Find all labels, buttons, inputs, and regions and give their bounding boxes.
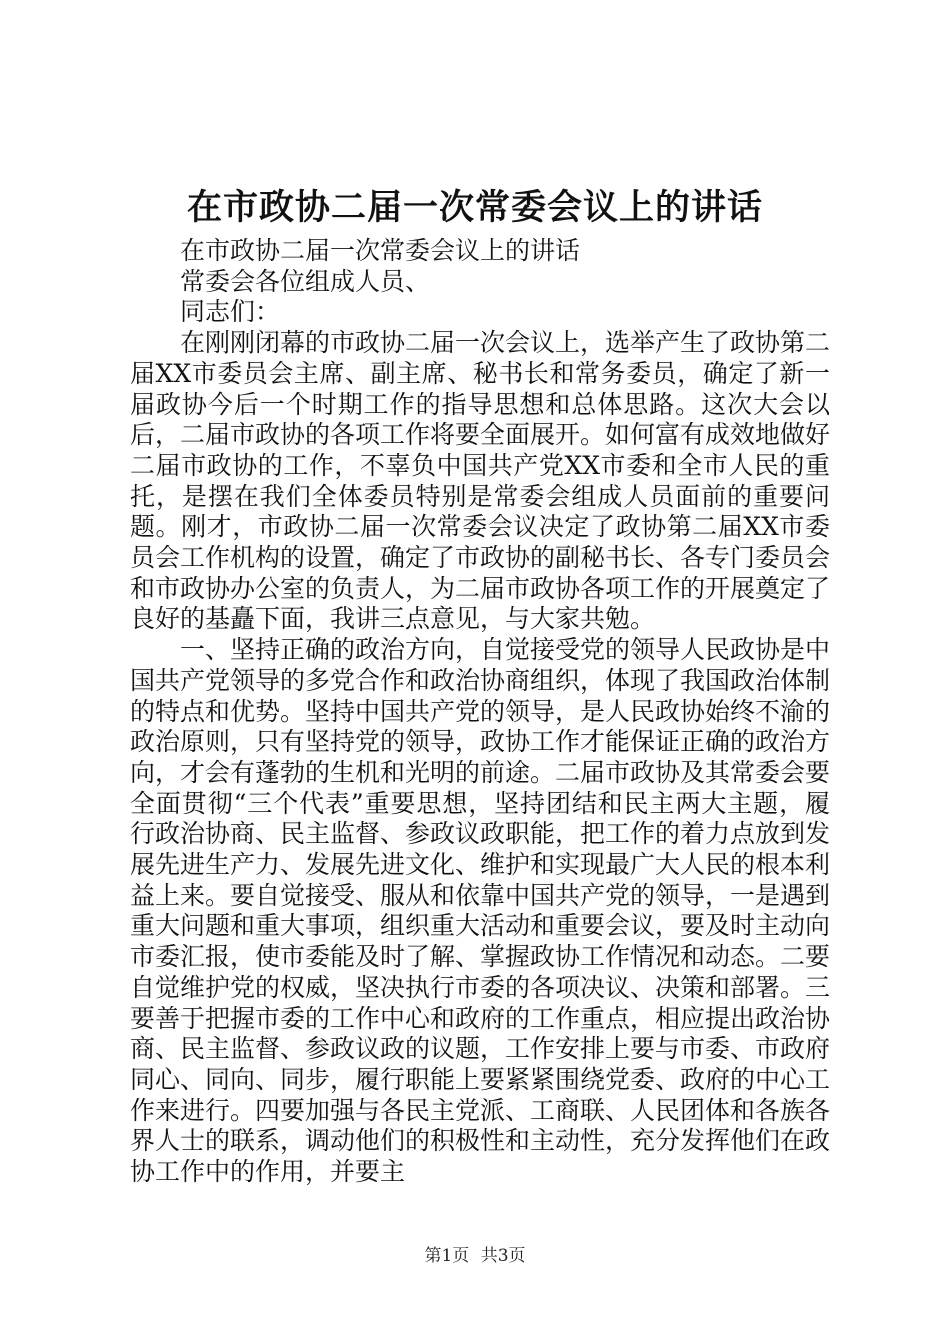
subtitle-line: 在市政协二届一次常委会议上的讲话	[180, 236, 581, 265]
body-paragraph: 一、坚持正确的政治方向，自觉接受党的领导人民政协是中国共产党领导的多党合作和政治协商组织，体现了我国政治体制的特点和优势。坚持中国共产党的领导，是人民政协始终不渝的政治原则，只有坚持党的领导，政协工作才能保证正确的政治方向，才会有蓬勃的生机和光明的前途。二届市政协及其常委会要全面贯彻“三个代表”重要思想，坚持团结和民主两大主题，履行政治协商、民主监督、参政议政职能，把工作的着力点放到发展先进生产力、发展先进文化、维护和实现最广大人民的根本利益上来。要自觉接受、服从和依靠中国共产党的领导，一是遇到重大问题和重大事项，组织重大活动和重要会议，要及时主动向市委汇报，使市委能及时了解、掌握政协工作情况和动态。二要自觉维护党的权威，坚决执行市委的各项决议、决策和部署。三要善于把握市委的工作中心和政府的工作重点，相应提出政治协商、民主监督、参政议政的议题，工作安排上要与市委、市政府同心、同向、同步，履行职能上要紧紧围绕党委、政府的中心工作来进行。四要加强与各民主党派、工商联、人民团体和各族各界人士的联系，调动他们的积极性和主动性，充分发挥他们在政协工作中的作用，并要主	[130, 635, 831, 1187]
document-body	[130, 236, 830, 1188]
page-footer	[0, 1244, 950, 1268]
body-paragraph: 在刚刚闭幕的市政协二届一次会议上，选举产生了政协第二届XX市委员会主席、副主席、秘书长和常务委员，确定了新一届政协今后一个时期工作的指导思想和总体思路。这次大会以后，二届市政协的各项工作将要全面展开。如何富有成效地做好二届市政协的工作，不辜负中国共产党XX市委和全市人民的重托，是摆在我们全体委员特别是常委会组成人员面前的重要问题。刚才，市政协二届一次常委会议决定了政协第二届XX市委员会工作机构的设置，确定了市政协的副秘书长、各专门委员会和市政协办公室的负责人，为二届市政协各项工作的开展奠定了良好的基矗下面，我讲三点意见，与大家共勉。	[130, 328, 831, 634]
page-total: 共3页	[480, 1246, 526, 1266]
salutation-line: 同志们：	[180, 297, 281, 327]
document-title: 在市政协二届一次常委会议上的讲话	[186, 187, 763, 228]
page-number: 第1页	[424, 1246, 470, 1266]
salutation-line: 常委会各位组成人员、	[180, 266, 431, 296]
